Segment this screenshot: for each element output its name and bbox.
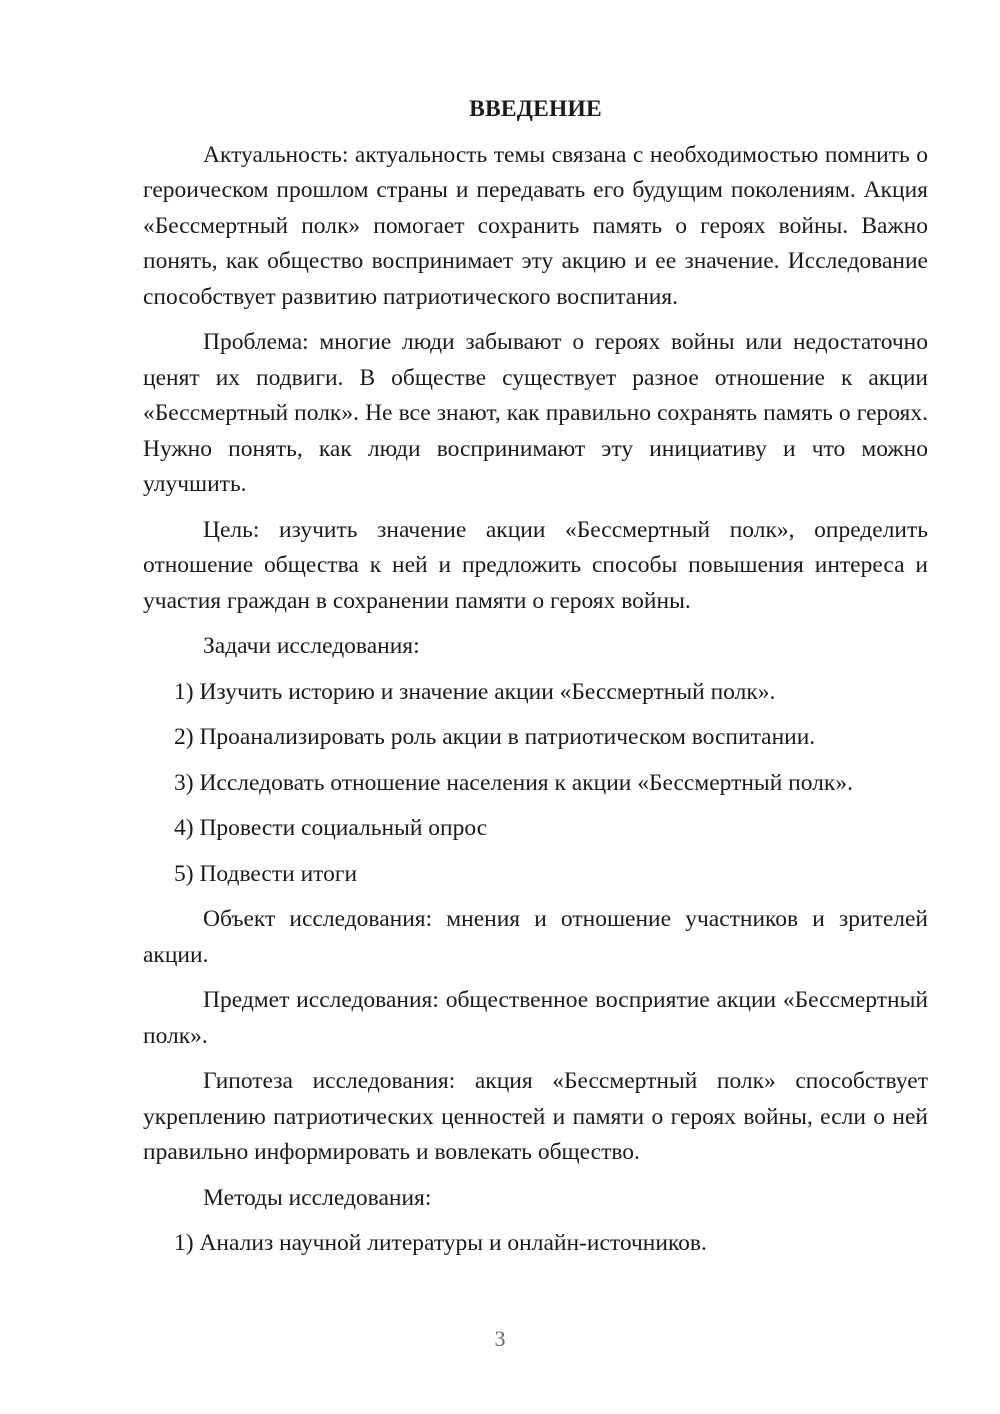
paragraph-problem: Проблема: многие люди забывают о героях войны или недостаточно ценят их подвиги. В обществе существует разное отношение к акции «Бессмертный полк». Не все знают, как правильно сохранять память о героях. Нужно понять, как люди воспринимают эту инициативу и что можно улучшить. <box>143 329 928 497</box>
list-item: 3) Исследовать отношение населения к акции «Бессмертный полк». <box>174 769 853 796</box>
paragraph-relevance: Актуальность: актуальность темы связана с необходимостью помнить о героическом прошлом страны и передавать его будущим поколениям. Акция «Бессмертный полк» помогает сохранить память о героях войны. Важно понять, как общество воспринимает эту акцию и ее значение. Исследование способствует развитию патриотического воспитания. <box>143 141 928 310</box>
methods-label: Методы исследования: <box>203 1184 432 1211</box>
list-item: 5) Подвести итоги <box>174 860 358 887</box>
list-item: 1) Анализ научной литературы и онлайн-источников. <box>174 1230 707 1256</box>
list-item: 2) Проанализировать роль акции в патриотическом воспитании. <box>174 724 816 750</box>
paragraph-object: Объект исследования: мнения и отношение участников и зрителей акции. <box>143 906 928 968</box>
tasks-label: Задачи исследования: <box>203 633 420 659</box>
page-title: ВВЕДЕНИЕ <box>469 96 602 122</box>
list-item: 1) Изучить историю и значение акции «Бессмертный полк». <box>174 678 776 705</box>
paragraph-hypothesis: Гипотеза исследования: акция «Бессмертный полк» способствует укреплению патриотических ценностей и памяти о героях войны, если о ней правильно информировать и вовлекать общество. <box>143 1068 928 1165</box>
tasks-list <box>143 675 928 893</box>
methods-list <box>143 1226 928 1262</box>
document-body <box>143 92 928 1272</box>
page-number: 3 <box>494 1326 506 1351</box>
paragraph-goal: Цель: изучить значение акции «Бессмертный полк», определить отношение общества к ней и предложить способы повышения интереса и участия граждан в сохранении памяти о героях войны. <box>143 516 928 614</box>
paragraph-subject: Предмет исследования: общественное восприятие акции «Бессмертный полк». <box>143 987 928 1049</box>
list-item: 4) Провести социальный опрос <box>174 815 488 841</box>
